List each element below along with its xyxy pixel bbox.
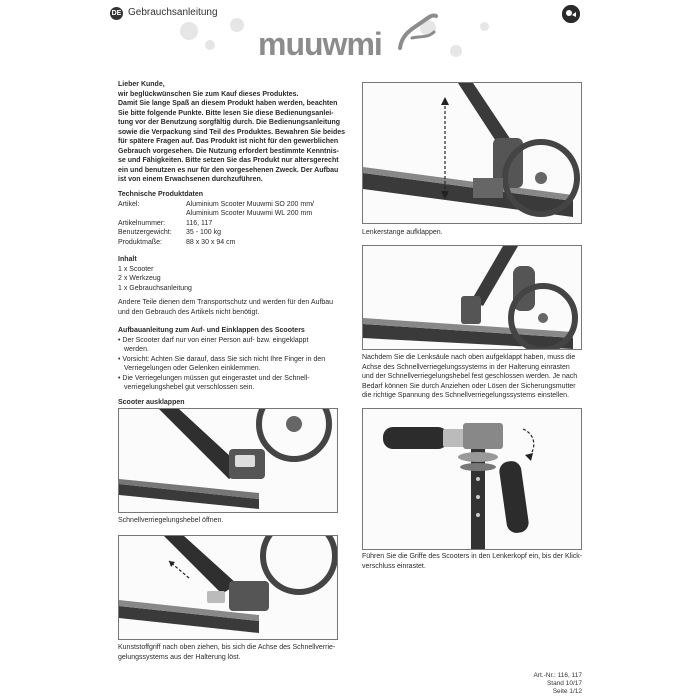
figure-insert-grips <box>362 408 582 550</box>
brand-mascot-icon <box>562 5 580 23</box>
figure-open-lever <box>118 408 338 513</box>
figure-unfold-handlebar <box>362 82 582 224</box>
caption-unfold-handlebar: Lenkerstange aufklappen. <box>362 229 443 236</box>
unfold-heading: Scooter ausklappen <box>118 399 185 406</box>
figure-lock-axle <box>362 245 582 350</box>
caption-insert-grips: Führen Sie die Griffe des Scooters in den Lenkerkopf ein, bis der Klick- verschluss einrastet. <box>362 553 583 570</box>
intro-text: Lieber Kunde, wir beglückwünschen Sie zum Kauf dieses Produktes. Damit Sie lange Spaß an diesem Produkt haben werden, beachten Sie bitte folgende Punkte. Bitte lesen Sie diese Bedienungsanlei- tung vor der Benutzung sorgfältig durch. Die Bedienungsanleitung sowie die Verpackung sind Teil des Produktes. Bewahren Sie beides für spätere Fragen auf. Das Produkt ist nicht für den gewerblichen Gebrauch vorgesehen. Die Nutzung erfordert bestimmte Kenntnis- se und Fähigkeiten. Bitte setzen Sie das Produkt nur altersgerecht ein und benutzen es nur für den vorgesehenen Zweck. Der Aufbau ist von einem Erwachsenen durchzuführen. <box>118 81 346 183</box>
assembly-instructions: Aufbauanleitung zum Auf- und Einklappen des Scooters • Der Scooter darf nur von einer Person auf- bzw. eingeklappt werden. • Vorsicht: Achten Sie darauf, dass Sie sich nicht Ihre Finger in den Verriegelungen oder Gelenken einklemmen. • Die Verriegelungen müssen gut eingerastet und der Schnell- verriegelungshebel gut verschlossen sein. <box>118 327 326 391</box>
page-footer: Art.-Nr.: 116, 117 Stand 10/17 Seite 1/12 <box>533 672 582 695</box>
logo-swirl-icon <box>392 8 442 58</box>
contents-list: Inhalt 1 x Scooter 2 x Werkzeug 1 x Gebrauchsanleitung <box>118 256 192 292</box>
document-title: Gebrauchsanleitung <box>128 7 218 18</box>
note-text: Andere Teile dienen dem Transportschutz und werden für den Aufbau und den Gebrauch des Artikels nicht benötigt. <box>118 299 334 316</box>
language-badge: DE <box>110 7 123 20</box>
figure-pull-grip <box>118 535 338 640</box>
tech-heading: Technische Produktdaten <box>118 191 204 198</box>
caption-lock-axle: Nachdem Sie die Lenksäule nach oben aufgeklappt haben, muss die Achse des Schnellverriegelungssystems in der Halterung einrasten und der Schnellverriegelungshebel fest geschlossen werden. Je nach Bedarf können Sie durch Anziehen oder Lösen der Sicherungsmutter die richtige Spannung des Schnellverriegelungssystems einstellen. <box>362 354 578 399</box>
caption-pull-grip: Kunststoffgriff nach oben ziehen, bis sich die Achse des Schnellverrie- gelungssystems aus der Halterung löst. <box>118 644 336 661</box>
caption-open-lever: Schnellverriegelungshebel öffnen. <box>118 517 224 524</box>
brand-logo: muuwmi <box>258 26 382 62</box>
technical-data: Technische Produktdaten Artikel: Aluminium Scooter Muuwmi SO 200 mm/ Aluminium Scooter Muuwmi WL 200 mm Artikelnummer: 116, 117 Benutzergewicht: 35 - 100 kg Produktmaße: 88 x 30 x 94 cm <box>118 190 353 247</box>
